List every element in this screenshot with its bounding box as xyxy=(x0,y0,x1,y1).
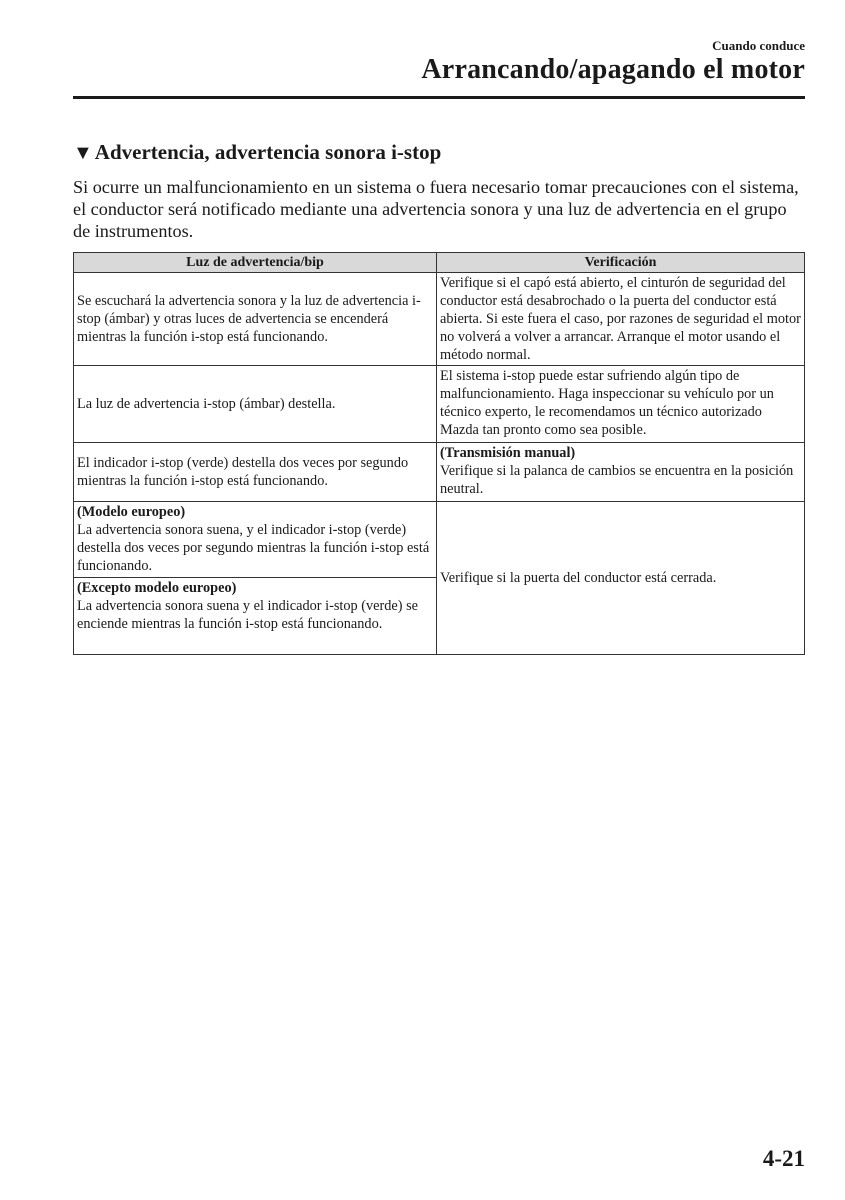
chapter-label: Cuando conduce xyxy=(712,38,805,53)
page-number: 4-21 xyxy=(762,1146,805,1171)
warning-tag: (Modelo europeo) xyxy=(77,504,186,520)
table-row xyxy=(74,502,805,578)
warning-cell xyxy=(74,443,437,502)
page-title: Arrancando/apagando el motor xyxy=(421,54,805,85)
check-text: Verifique si la puerta del conductor está cerrada. xyxy=(440,570,717,586)
warning-cell xyxy=(74,273,437,366)
warning-text: El indicador i-stop (verde) destella dos veces por segundo mientras la función i-stop está funcionando. xyxy=(77,455,409,489)
check-text: El sistema i-stop puede estar sufriendo algún tipo de malfuncionamiento. Haga inspeccionar su vehículo por un técnico experto, le recomendamos un técnico autorizado Mazda tan pronto como sea posible. xyxy=(440,368,774,438)
warning-text: La advertencia sonora suena, y el indicador i-stop (verde) destella dos veces por segundo mientras la función i-stop está funcionando. xyxy=(77,522,430,574)
warning-text: La advertencia sonora suena y el indicador i-stop (verde) se enciende mientras la función i-stop está funcionando. xyxy=(77,598,418,632)
column-header-warning: Luz de advertencia/bip xyxy=(74,253,437,273)
check-text: Verifique si la palanca de cambios se encuentra en la posición neutral. xyxy=(440,463,794,497)
triangle-down-icon: ▼ xyxy=(73,142,93,164)
warning-text: Se escuchará la advertencia sonora y la luz de advertencia i-stop (ámbar) y otras luces de advertencia se encenderá mientras la función i-stop está funcionando. xyxy=(77,293,421,345)
check-cell xyxy=(437,443,805,502)
check-text: Verifique si el capó está abierto, el cinturón de seguridad del conductor está desabrochado o la puerta del conductor está abierta. Si este fuera el caso, por razones de seguridad el motor no volverá a volver a arrancar. Arranque el motor usando el método normal. xyxy=(440,275,801,363)
header-divider xyxy=(73,96,805,99)
check-cell xyxy=(437,366,805,443)
warning-cell xyxy=(74,578,437,655)
warning-cell xyxy=(74,502,437,578)
table-row xyxy=(74,273,805,366)
table-row xyxy=(74,443,805,502)
table-row xyxy=(74,366,805,443)
warning-table xyxy=(73,252,805,655)
section-heading xyxy=(73,140,441,165)
check-cell xyxy=(437,502,805,655)
warning-text: La luz de advertencia i-stop (ámbar) destella. xyxy=(77,396,336,412)
check-tag: (Transmisión manual) xyxy=(440,445,576,461)
section-heading-text: Advertencia, advertencia sonora i-stop xyxy=(94,140,442,164)
column-header-check: Verificación xyxy=(437,253,805,273)
check-cell xyxy=(437,273,805,366)
warning-cell xyxy=(74,366,437,443)
intro-paragraph: Si ocurre un malfuncionamiento en un sistema o fuera necesario tomar precauciones con el sistema, el conductor será notificado mediante una advertencia sonora y una luz de advertencia en el grupo de instrumentos. xyxy=(73,177,799,241)
warning-tag: (Excepto modelo europeo) xyxy=(77,580,237,596)
table-header-row xyxy=(74,253,805,273)
